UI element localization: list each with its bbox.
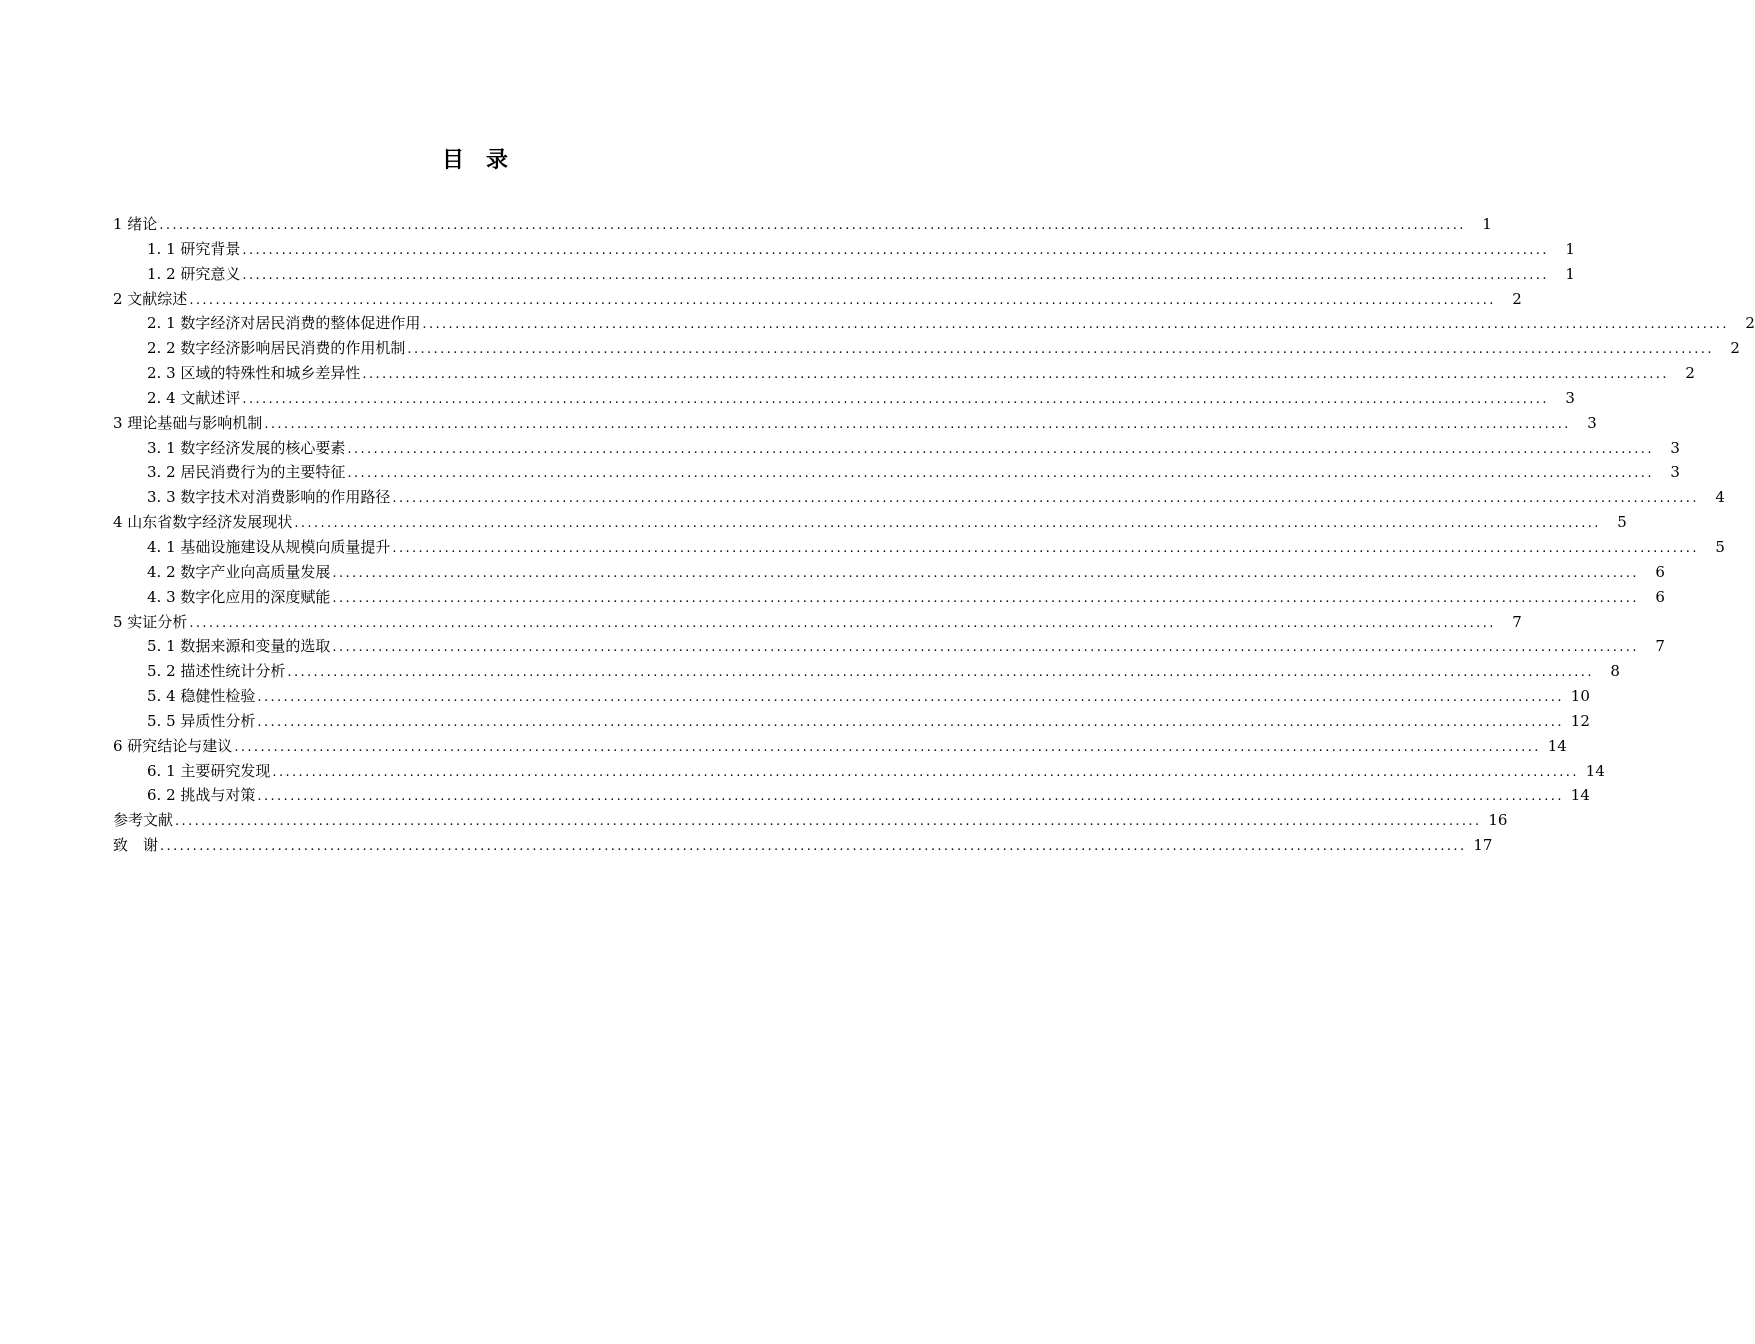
- toc-entry-label: 5 实证分析: [113, 612, 188, 631]
- toc-leader-dots: ........................................................................................................................................................................................................: [362, 367, 1669, 383]
- toc-entry-label: 4. 1 基础设施建设从规模向质量提升: [147, 537, 391, 556]
- toc-entry-label: 5. 2 描述性统计分析: [147, 662, 286, 681]
- toc-leader-dots: ........................................................................................................................................................................................................: [242, 391, 1549, 407]
- toc-entry-page: 1: [1565, 239, 1575, 258]
- toc-leader-dots: ........................................................................................................................................................................................................: [160, 839, 1467, 855]
- toc-entry[interactable]: [113, 485, 1725, 510]
- toc-entry[interactable]: [113, 759, 1605, 784]
- toc-entry-label: 致 谢: [113, 836, 159, 855]
- toc-leader-dots: ........................................................................................................................................................................................................: [189, 292, 1496, 308]
- toc-entry-page: 1: [1482, 215, 1492, 233]
- toc-entry[interactable]: [113, 610, 1522, 635]
- toc-entry-label: 2. 3 区域的特殊性和城乡差异性: [147, 364, 361, 383]
- toc-entry-label: 5. 1 数据来源和变量的选取: [147, 637, 331, 656]
- toc-entry[interactable]: [113, 460, 1680, 485]
- toc-leader-dots: ........................................................................................................................................................................................................: [392, 540, 1699, 556]
- toc-leader-dots: ........................................................................................................................................................................................................: [159, 218, 1466, 233]
- toc-leader-dots: ........................................................................................................................................................................................................: [257, 690, 1564, 706]
- toc-entry[interactable]: [113, 311, 1755, 336]
- toc-entry[interactable]: [113, 560, 1665, 585]
- toc-entry-label: 5. 4 稳健性检验: [147, 687, 256, 706]
- toc-entry-page: 3: [1670, 463, 1680, 482]
- toc-entry[interactable]: [113, 287, 1522, 312]
- toc-entry-label: 5. 5 异质性分析: [147, 711, 256, 730]
- toc-entry[interactable]: [113, 585, 1665, 610]
- toc-entry[interactable]: [113, 833, 1493, 858]
- toc-entry[interactable]: [113, 386, 1575, 411]
- toc-leader-dots: ........................................................................................................................................................................................................: [332, 590, 1639, 606]
- toc-entry-page: 2: [1512, 289, 1522, 308]
- toc-entry-label: 3. 3 数字技术对消费影响的作用路径: [147, 488, 391, 507]
- toc-leader-dots: ........................................................................................................................................................................................................: [332, 565, 1639, 581]
- toc-entry-page: 3: [1670, 438, 1680, 457]
- toc-entry-page: 17: [1473, 836, 1493, 855]
- toc-entry-page: 7: [1655, 637, 1665, 656]
- toc-entry[interactable]: [113, 783, 1590, 808]
- toc-entry-page: 3: [1565, 388, 1575, 407]
- toc-entry-page: 16: [1488, 811, 1508, 830]
- toc-entry[interactable]: [113, 361, 1695, 386]
- toc-entry-label: 6. 2 挑战与对策: [147, 786, 256, 805]
- toc-entry[interactable]: [113, 535, 1725, 560]
- toc-entry[interactable]: [113, 808, 1508, 833]
- toc-entry-page: 14: [1585, 761, 1605, 780]
- page-title: 目 录: [441, 148, 508, 173]
- toc-entry-page: 6: [1655, 562, 1665, 581]
- toc-entry-label: 4 山东省数字经济发展现状: [113, 513, 293, 532]
- toc-entry[interactable]: [113, 659, 1620, 684]
- toc-entry-label: 2 文献综述: [113, 289, 188, 308]
- toc-leader-dots: ........................................................................................................................................................................................................: [287, 665, 1594, 681]
- table-of-contents: [113, 212, 1755, 858]
- toc-entry-label: 6 研究结论与建议: [113, 736, 233, 755]
- toc-entry[interactable]: [113, 684, 1590, 709]
- toc-leader-dots: ........................................................................................................................................................................................................: [175, 814, 1482, 830]
- toc-leader-dots: ........................................................................................................................................................................................................: [242, 242, 1549, 258]
- toc-entry[interactable]: [113, 237, 1575, 262]
- toc-entry-label: 4. 2 数字产业向高质量发展: [147, 562, 331, 581]
- toc-entry-label: 1. 1 研究背景: [147, 239, 241, 258]
- toc-entry-page: 2: [1685, 364, 1695, 383]
- toc-leader-dots: ........................................................................................................................................................................................................: [332, 640, 1639, 656]
- toc-entry[interactable]: [113, 510, 1627, 535]
- toc-entry-label: 2. 2 数字经济影响居民消费的作用机制: [147, 339, 406, 358]
- toc-entry[interactable]: [113, 262, 1575, 287]
- toc-leader-dots: ........................................................................................................................................................................................................: [294, 516, 1601, 532]
- toc-leader-dots: ........................................................................................................................................................................................................: [422, 317, 1729, 333]
- toc-leader-dots: ........................................................................................................................................................................................................: [272, 764, 1579, 780]
- toc-entry-page: 8: [1610, 662, 1620, 681]
- toc-entry-label: 1. 2 研究意义: [147, 264, 241, 283]
- toc-entry-label: 3. 2 居民消费行为的主要特征: [147, 463, 346, 482]
- toc-entry-page: 3: [1587, 413, 1597, 432]
- toc-leader-dots: ........................................................................................................................................................................................................: [257, 789, 1564, 805]
- toc-entry[interactable]: [113, 709, 1590, 734]
- toc-entry[interactable]: [113, 634, 1665, 659]
- toc-entry-page: 5: [1715, 537, 1725, 556]
- toc-entry-page: 7: [1512, 612, 1522, 631]
- toc-entry-page: 14: [1570, 786, 1590, 805]
- toc-entry-label: 2. 1 数字经济对居民消费的整体促进作用: [147, 314, 421, 333]
- toc-entry-label: 2. 4 文献述评: [147, 388, 241, 407]
- toc-entry-label: 1 绪论: [113, 215, 158, 233]
- toc-entry-label: 参考文献: [113, 811, 174, 830]
- toc-entry-label: 6. 1 主要研究发现: [147, 761, 271, 780]
- toc-entry-page: 5: [1617, 513, 1627, 532]
- toc-entry-label: 3. 1 数字经济发展的核心要素: [147, 438, 346, 457]
- toc-entry[interactable]: [113, 336, 1740, 361]
- toc-leader-dots: ........................................................................................................................................................................................................: [392, 491, 1699, 507]
- toc-entry[interactable]: [113, 436, 1680, 461]
- toc-leader-dots: ........................................................................................................................................................................................................: [234, 739, 1541, 755]
- toc-entry-page: 6: [1655, 587, 1665, 606]
- toc-entry-page: 2: [1745, 314, 1755, 333]
- toc-leader-dots: ........................................................................................................................................................................................................: [347, 441, 1654, 457]
- toc-entry-label: 4. 3 数字化应用的深度赋能: [147, 587, 331, 606]
- toc-leader-dots: ........................................................................................................................................................................................................: [242, 267, 1549, 283]
- toc-leader-dots: ........................................................................................................................................................................................................: [257, 714, 1564, 730]
- toc-leader-dots: ........................................................................................................................................................................................................: [407, 342, 1714, 358]
- toc-entry-page: 14: [1547, 736, 1567, 755]
- toc-entry[interactable]: [113, 734, 1567, 759]
- toc-entry[interactable]: [113, 411, 1597, 436]
- toc-leader-dots: ........................................................................................................................................................................................................: [189, 615, 1496, 631]
- toc-leader-dots: ........................................................................................................................................................................................................: [264, 416, 1571, 432]
- toc-leader-dots: ........................................................................................................................................................................................................: [347, 466, 1654, 482]
- toc-entry-page: 10: [1570, 687, 1590, 706]
- toc-entry-page: 2: [1730, 339, 1740, 358]
- toc-entry[interactable]: [113, 212, 1492, 237]
- toc-entry-page: 12: [1570, 711, 1590, 730]
- toc-entry-label: 3 理论基础与影响机制: [113, 413, 263, 432]
- toc-entry-page: 4: [1715, 488, 1725, 507]
- toc-entry-page: 1: [1565, 264, 1575, 283]
